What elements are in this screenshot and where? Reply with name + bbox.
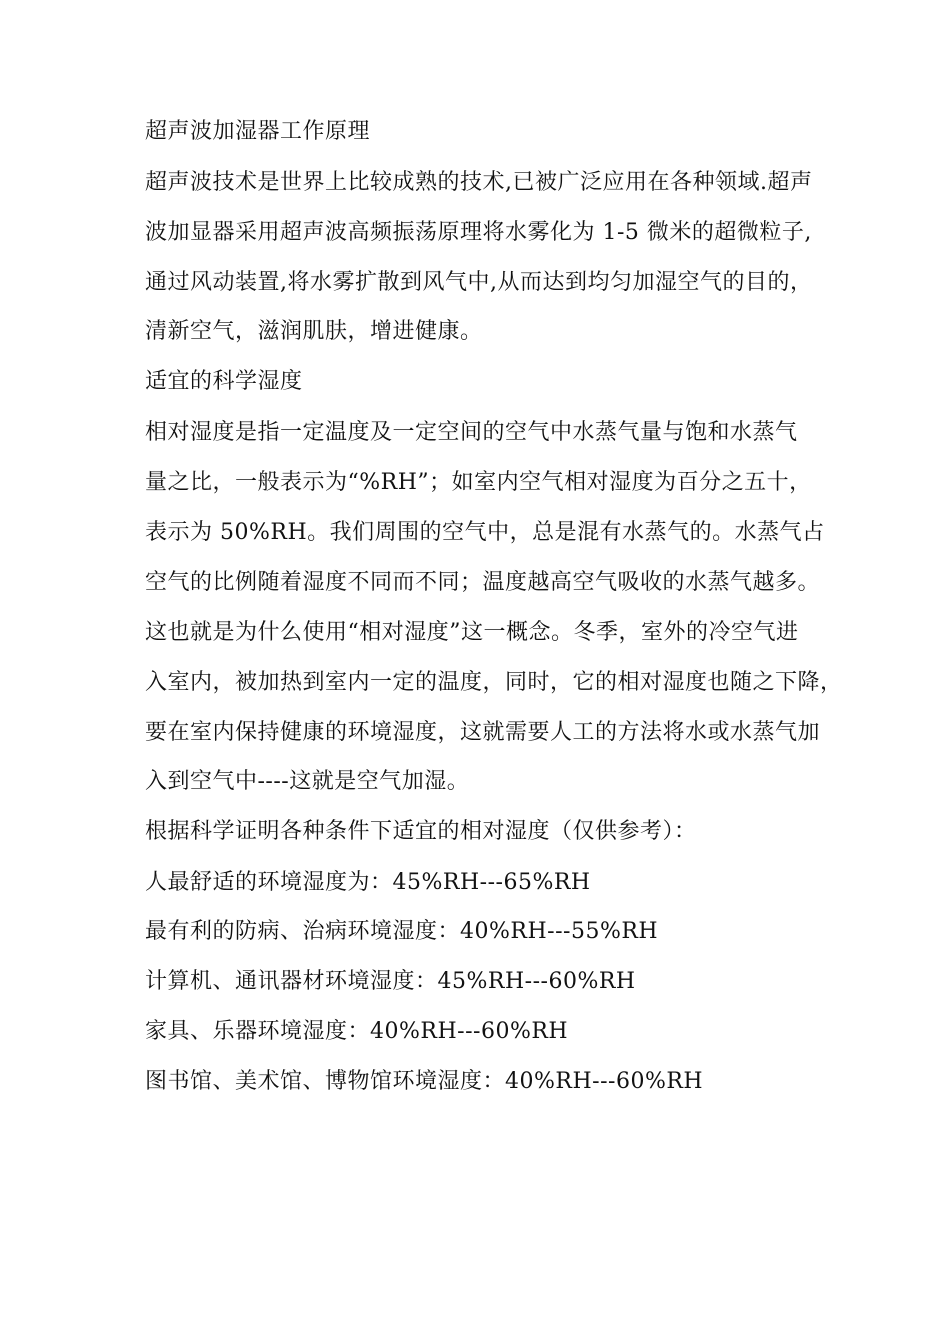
body-line-4: 空气的比例随着湿度不同而不同；温度越高空气吸收的水蒸气越多。: [145, 570, 821, 595]
body-line-2: 量之比，一般表示为“%RH”；如室内空气相对湿度为百分之五十，: [145, 470, 812, 495]
list-intro: 根据科学证明各种条件下适宜的相对湿度（仅供参考）：: [145, 819, 697, 844]
section-heading: 适宜的科学湿度: [145, 369, 303, 394]
humidity-item: 计算机、通讯器材环境湿度：45%RH---60%RH: [145, 969, 636, 994]
body-line-3: 表示为 50%RH。我们周围的空气中，总是混有水蒸气的。水蒸气占: [145, 520, 825, 545]
body-line-1: 相对湿度是指一定温度及一定空间的空气中水蒸气量与饱和水蒸气: [145, 420, 798, 445]
document-title: 超声波加湿器工作原理: [145, 119, 371, 144]
intro-line-2: 波加显器采用超声波高频振荡原理将水雾化为 1-5 微米的超微粒子,: [145, 220, 812, 245]
humidity-item: 家具、乐器环境湿度：40%RH---60%RH: [145, 1019, 569, 1044]
body-line-8: 入到空气中----这就是空气加湿。: [145, 769, 470, 794]
intro-line-1: 超声波技术是世界上比较成熟的技术,已被广泛应用在各种领域.超声: [145, 170, 813, 195]
body-line-5: 这也就是为什么使用“相对湿度”这一概念。冬季，室外的冷空气进: [145, 620, 799, 645]
intro-line-3: 通过风动装置,将水雾扩散到风气中,从而达到均匀加湿空气的目的，: [145, 270, 813, 295]
humidity-item: 最有利的防病、治病环境湿度：40%RH---55%RH: [145, 919, 659, 944]
intro-line-4: 清新空气，滋润肌肤，增进健康。: [145, 319, 483, 344]
humidity-item: 人最舒适的环境湿度为：45%RH---65%RH: [145, 870, 591, 895]
humidity-item: 图书馆、美术馆、博物馆环境湿度：40%RH---60%RH: [145, 1069, 704, 1094]
body-line-6: 入室内，被加热到室内一定的温度，同时，它的相对湿度也随之下降，: [145, 670, 843, 695]
body-line-7: 要在室内保持健康的环境湿度，这就需要人工的方法将水或水蒸气加: [145, 720, 821, 745]
